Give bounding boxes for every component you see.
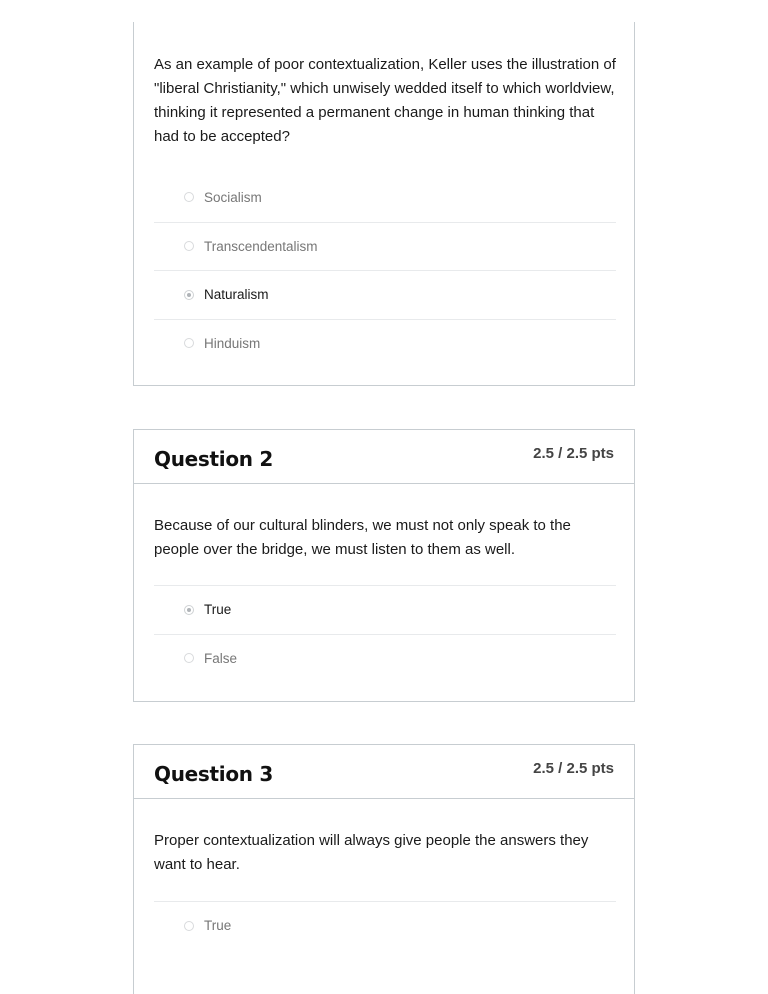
question-2-header [134,430,634,484]
question-3-header [134,745,634,799]
radio-button[interactable] [184,921,194,931]
question-2-card [133,429,635,702]
radio-button[interactable] [184,653,194,663]
answer-label: Hinduism [204,335,261,351]
answer-naturalism[interactable] [154,270,616,319]
question-3-title: Question 3 [154,762,273,786]
answer-hinduism[interactable] [154,319,616,368]
radio-button[interactable] [184,241,194,251]
answer-true[interactable] [154,585,616,634]
answer-label: Transcendentalism [204,238,318,254]
radio-button-checked[interactable] [184,605,194,615]
radio-button[interactable] [184,192,194,202]
radio-button-checked[interactable] [184,290,194,300]
answer-label: True [204,602,232,618]
answer-true[interactable] [154,901,616,950]
answer-label: Naturalism [204,287,269,303]
question-3-answers [154,901,616,950]
answer-label: False [204,650,238,666]
question-2-answers [154,585,616,682]
question-3-text: Proper contextualization will always give people the answers they want to hear. [154,832,589,873]
question-1-answers [154,173,616,367]
question-2-points: 2.5 / 2.5 pts [533,445,614,462]
question-2-text: Because of our cultural blinders, we must not only speak to the people over the bridge, we must listen to them as well. [154,517,571,558]
question-2-title: Question 2 [154,447,273,471]
answer-label: True [204,918,232,934]
answer-false[interactable] [154,634,616,683]
question-3-card [133,744,635,994]
answer-socialism[interactable] [154,173,616,222]
answer-transcendentalism[interactable] [154,222,616,271]
question-1-card [133,22,635,386]
radio-button[interactable] [184,338,194,348]
question-1-text: As an example of poor contextualization, Keller uses the illustration of "liberal Christianity," which unwisely wedded itself to which worldview, thinking it represented a permanent change in human thinking that had to be accepted? [154,56,616,145]
answer-label: Socialism [204,189,262,205]
question-3-points: 2.5 / 2.5 pts [533,760,614,777]
